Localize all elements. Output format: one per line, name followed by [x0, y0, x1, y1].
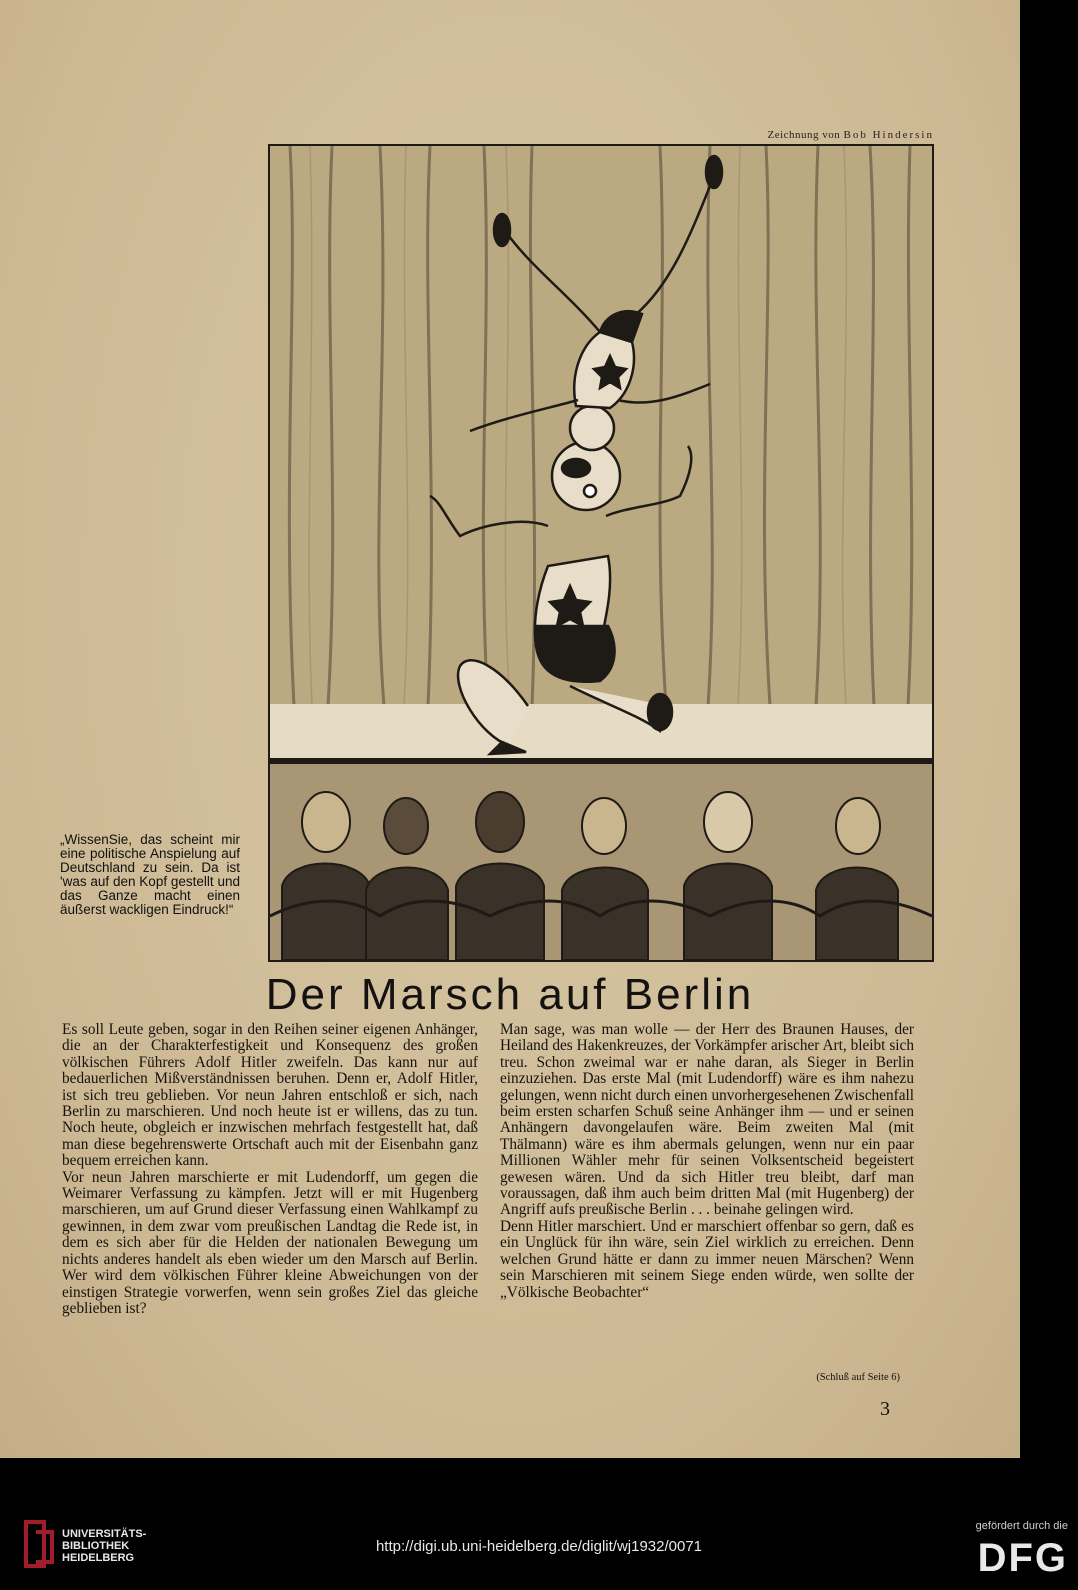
cartoon-illustration	[268, 144, 934, 962]
library-line: BIBLIOTHEK	[62, 1540, 130, 1552]
paragraph: Vor neun Jahren marschierte er mit Ludendorff, um gegen die Weimarer Verfassung zu kämpfen. Jetzt will er mit Hugenberg marschieren, um auf Grund dieser Verfassung einen Wahlkampf zu gewinnen, in dem zwar vom preußischen Landtag die Rede ist, in dem es sich aber für die Helden der nationalen Bewegung um nichts anderes handelt als eben wieder um den Marsch auf Berlin. Wer wird dem völkischen Führer kleine Abweichungen von der einstigen Strategie vorwerfen, wenn sein großes Ziel das gleiche geblieben ist?	[62, 1168, 478, 1317]
source-url-link[interactable]: http://digi.ub.uni-heidelberg.de/diglit/wj1932/0071	[375, 1538, 703, 1555]
article-column-left	[62, 1022, 478, 1317]
funding-note: gefördert durch die	[975, 1520, 1068, 1532]
headline: Der Marsch auf Berlin	[265, 970, 755, 1019]
paragraph: Man sage, was man wolle — der Herr des Braunen Hauses, der Heiland des Hakenkreuzes, der Vorkämpfer arischer Art, bleibt sich treu. Schon zweimal war er nahe daran, als Sieger in Berlin einzuziehen. Das erste Mal (mit Ludendorff) wäre es ihm nahezu gelungen, wenn nicht durch einen unvorhergesehenen Zwischenfall beim ersten scharfen Schuß seine Anhänger ihm — und er seinen Anhängern davongelaufen wäre. Beim zweiten Mal (mit Thälmann) wäre es ihm abermals gelungen, wenn nur ein paar Millionen Wähler mehr für seinen Volksentscheid begeistert gewesen wären. Und da sich Hitler treu bleibt, darf man voraussagen, daß ihm auch beim dritten Mal (mit Hugenberg) der Angriff aufs preußische Berlin . . . beinahe gelingen wird.	[500, 1021, 914, 1219]
continued-note: (Schluß auf Seite 6)	[816, 1372, 900, 1383]
library-line: HEIDELBERG	[62, 1552, 135, 1564]
page-number: 3	[880, 1398, 890, 1420]
illustration-credit	[700, 129, 934, 141]
library-footer	[0, 1508, 1078, 1590]
acrobats-on-stage-cartoon	[270, 146, 932, 960]
article-column-right	[500, 1022, 914, 1301]
stage-floor	[270, 704, 932, 760]
cartoon-caption: „WissenSie, das scheint mir eine politische Anspielung auf Deutschland zu sein. Da ist 'was auf den Kopf gestellt und das Ganze macht einen äußerst wackligen Eindruck!“	[60, 832, 240, 917]
paragraph: Denn Hitler marschiert. Und er marschiert offenbar so gern, daß es ein Unglück für ihn wäre, sein Ziel wirklich zu erreichen. Denn welchen Grund hätte er dann zu immer neuen Märschen? Wenn sein Marschieren mit seinem Siege enden würde, wen sollte der „Völkische Beobachter“	[500, 1217, 914, 1301]
credit-artist: Bob Hindersin	[843, 129, 934, 141]
credit-prefix: Zeichnung von	[767, 129, 841, 141]
dfg-logo: DFG	[977, 1536, 1068, 1580]
library-line: UNIVERSITÄTS-	[62, 1528, 147, 1540]
paragraph: Es soll Leute geben, sogar in den Reihen seiner eigenen Anhänger, die an der Charakterfestigkeit und Konsequenz des großen völkischen Führers Adolf Hitler zweifeln. Das kann nur auf bedauerlichen Mißverständnissen beruhen. Denn er, Adolf Hitler, ist sich treu geblieben. Vor neun Jahren entschloß er sich, nach Berlin zu marschieren. Und noch heute ist er willens, das zu tun. Noch heute, obgleich er inzwischen mehrfach festgestellt hat, daß man diese begehrenswerte Ortschaft auch mit der Eisenbahn ganz bequem erreichen kann.	[62, 1021, 478, 1170]
